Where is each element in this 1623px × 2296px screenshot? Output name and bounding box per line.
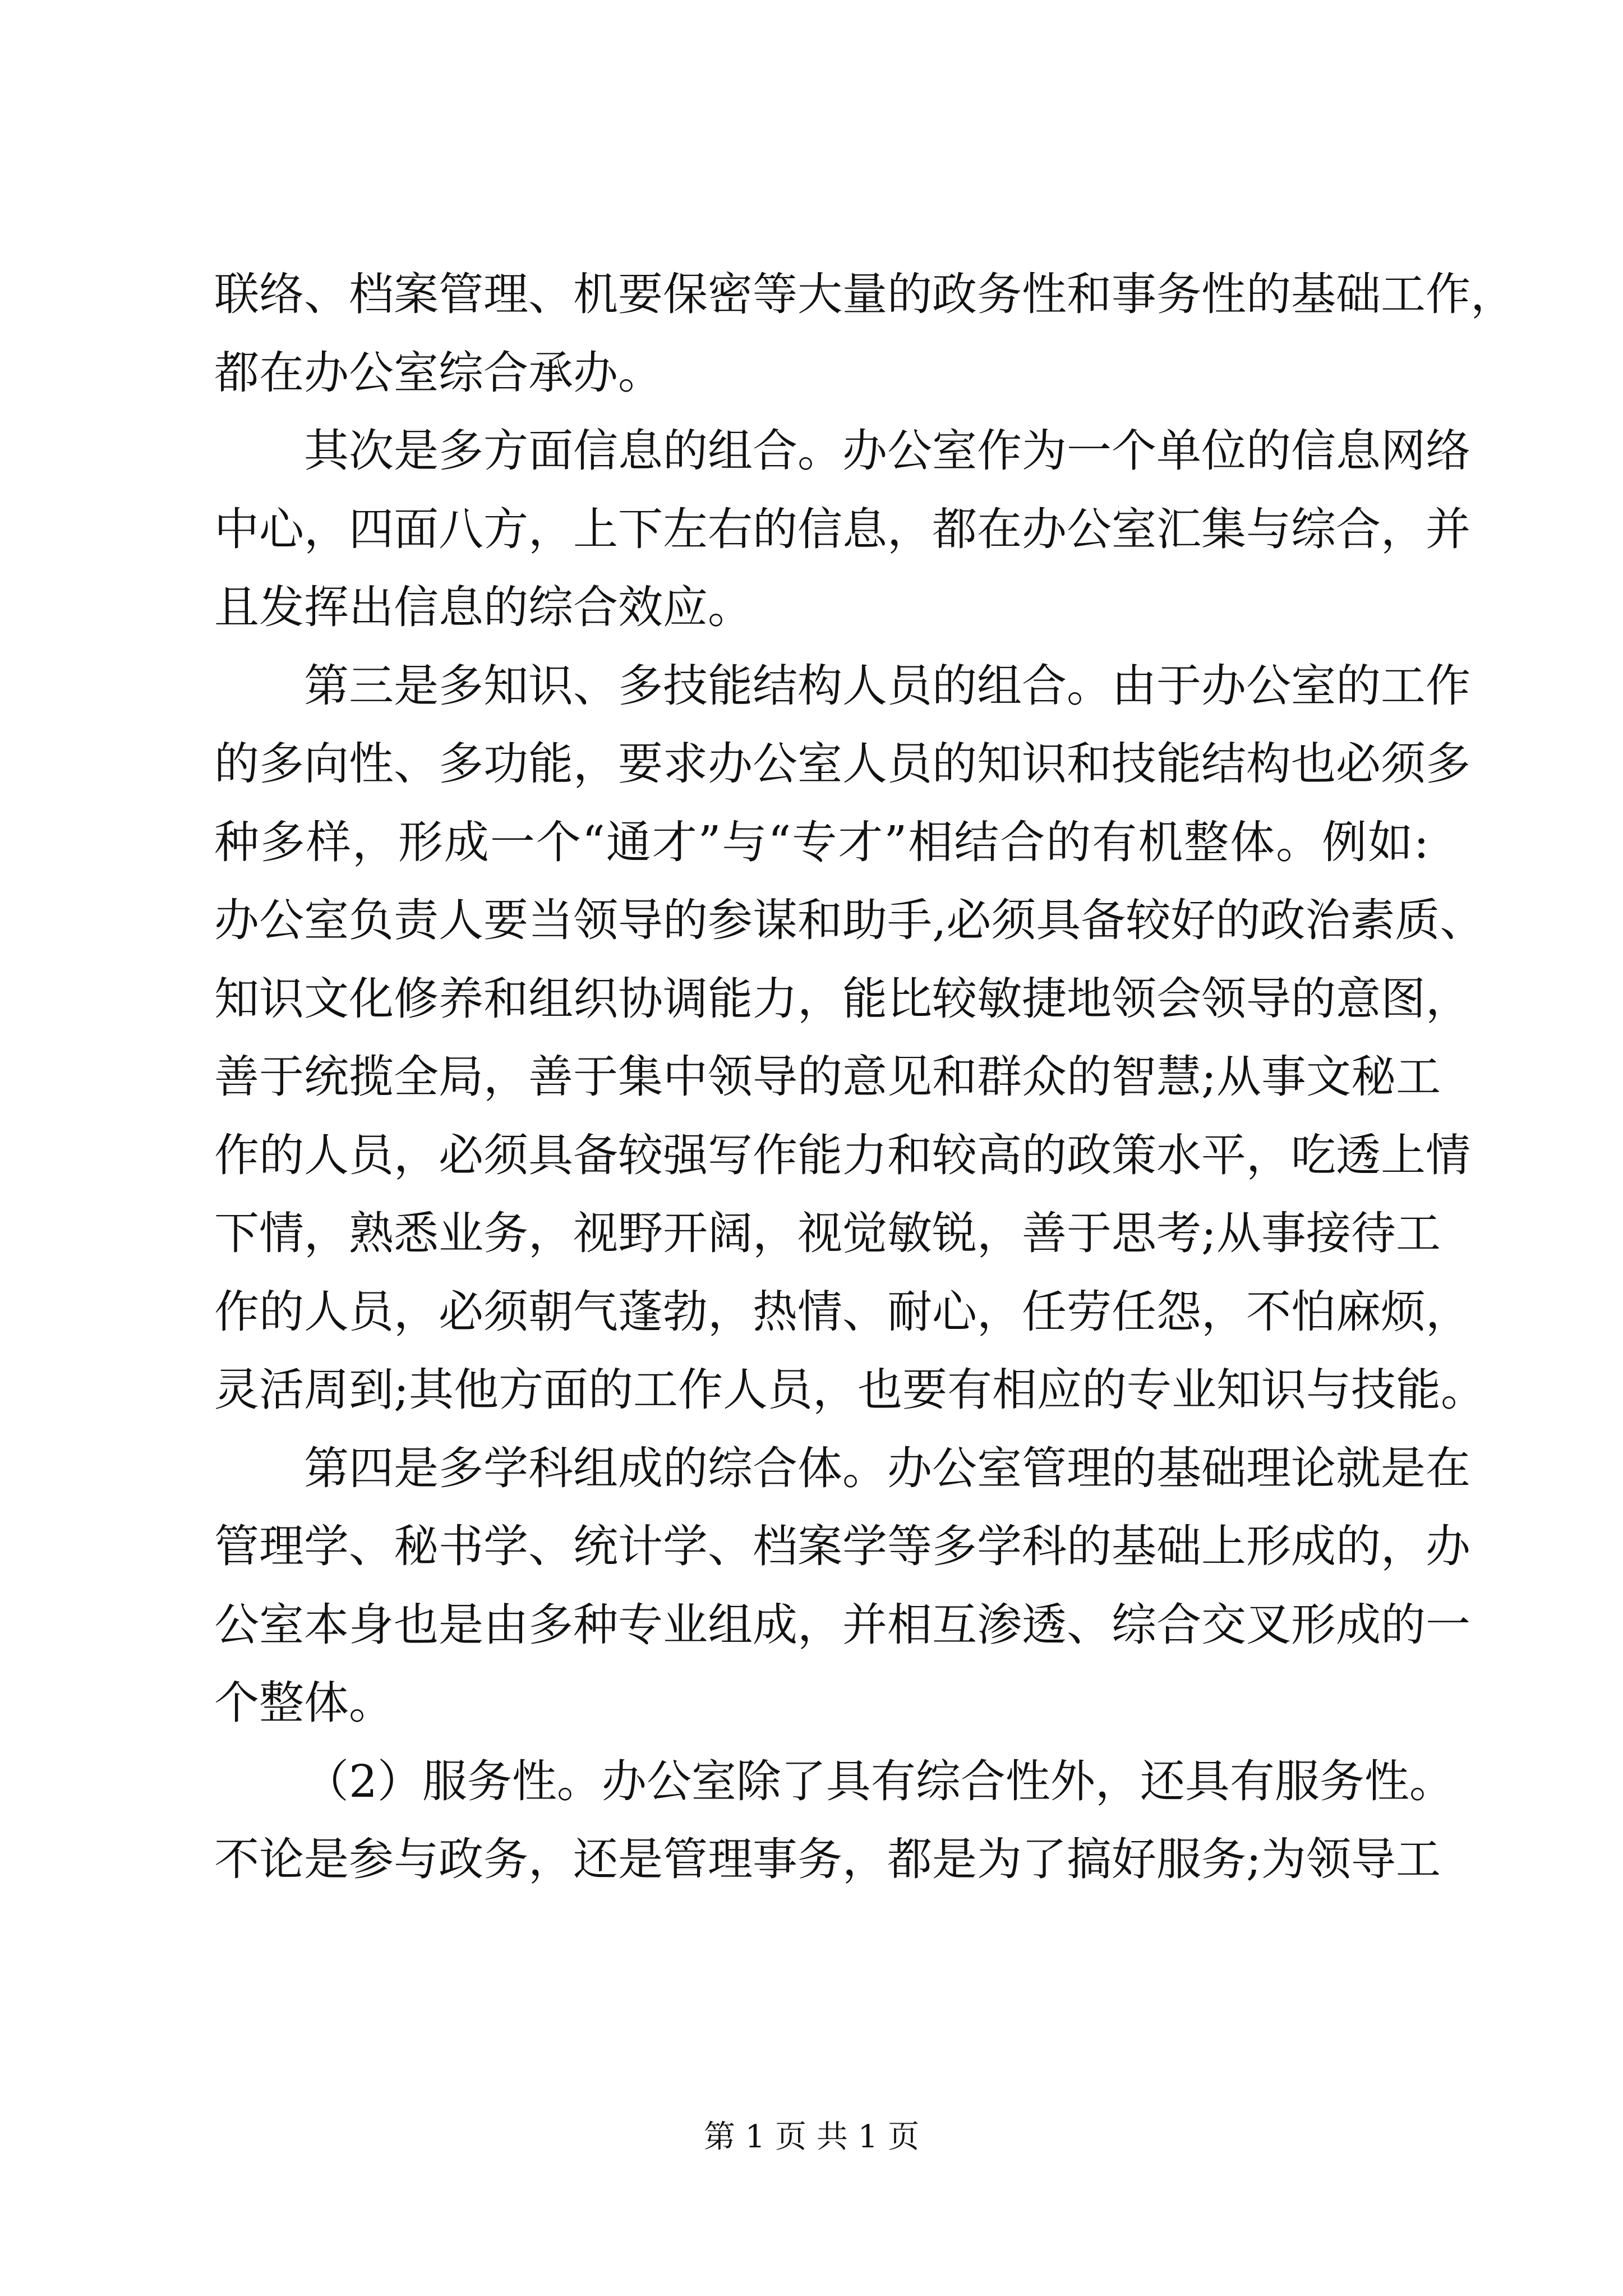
text-line: 管理学、秘书学、统计学、档案学等多学科的基础上形成的，办	[214, 1520, 1470, 1572]
text-line: 灵活周到;其他方面的工作人员，也要有相应的专业知识与技能。	[214, 1364, 1486, 1416]
text-line: 不论是参与政务，还是管理事务，都是为了搞好服务;为领导工	[214, 1833, 1441, 1885]
text-line: 作的人员，必须朝气蓬勃，热情、耐心，任劳任怨，不怕麻烦，	[214, 1285, 1470, 1338]
text-line: 作的人员，必须具备较强写作能力和较高的政策水平，吃透上情	[214, 1129, 1470, 1181]
text-line: 联络、档案管理、机要保密等大量的政务性和事务性的基础工作，	[214, 268, 1515, 320]
text-line: （2）服务性。办公室除了具有综合性外，还具有服务性。	[304, 1755, 1454, 1807]
text-line: 种多样，形成一个“通才”与“专才”相结合的有机整体。例如:	[214, 816, 1429, 868]
text-line: 下情，熟悉业务，视野开阔，视觉敏锐，善于思考;从事接待工	[214, 1207, 1441, 1259]
text-line: 第四是多学科组成的综合体。办公室管理的基础理论就是在	[304, 1442, 1470, 1494]
body-text	[214, 255, 1515, 1899]
page-footer: 第 1 页 共 1 页	[703, 2119, 920, 2155]
text-line: 个整体。	[214, 1677, 394, 1729]
text-line: 中心，四面八方，上下左右的信息，都在办公室汇集与综合，并	[214, 503, 1470, 555]
text-line: 其次是多方面信息的组合。办公室作为一个单位的信息网络	[304, 425, 1470, 477]
text-line: 办公室负责人要当领导的参谋和助手,必须具备较好的政治素质、	[214, 894, 1485, 946]
text-line: 的多向性、多功能，要求办公室人员的知识和技能结构也必须多	[214, 738, 1470, 790]
text-line: 公室本身也是由多种专业组成，并相互渗透、综合交叉形成的一	[214, 1598, 1470, 1651]
text-line: 都在办公室综合承办。	[214, 346, 663, 399]
text-line: 善于统揽全局，善于集中领导的意见和群众的智慧;从事文秘工	[214, 1051, 1441, 1103]
text-line: 知识文化修养和组织协调能力，能比较敏捷地领会领导的意图，	[214, 972, 1470, 1025]
text-line: 且发挥出信息的综合效应。	[214, 581, 753, 633]
text-line: 第三是多知识、多技能结构人员的组合。由于办公室的工作	[304, 659, 1470, 712]
